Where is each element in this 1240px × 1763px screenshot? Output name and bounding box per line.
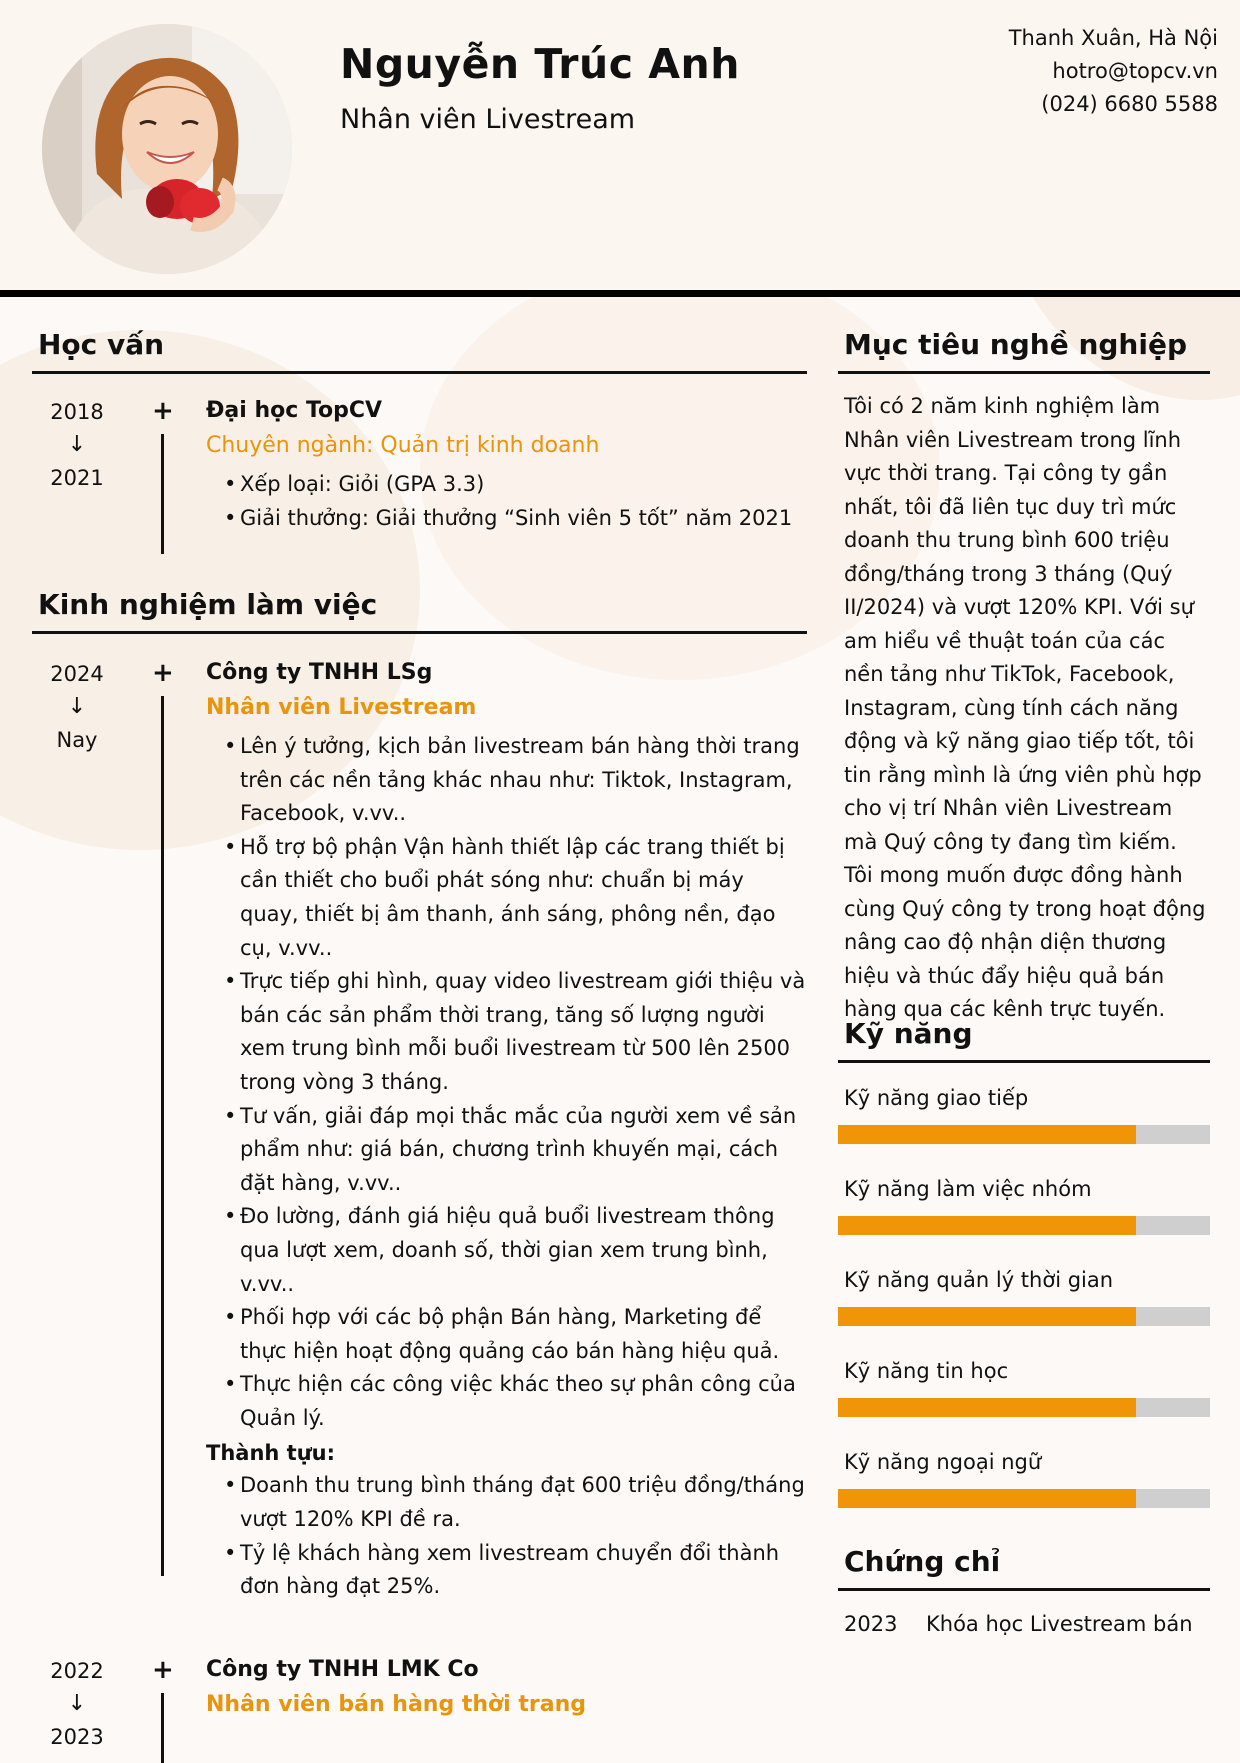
cv-header — [0, 0, 1240, 297]
list-item: • Tỷ lệ khách hàng xem livestream chuyển đổi thành đơn hàng đạt 25%. — [224, 1537, 806, 1604]
list-item: • Tư vấn, giải đáp mọi thắc mắc của người xem về sản phẩm như: giá bán, chương trình khuyến mại, cách đặt hàng, v.vv.. — [224, 1100, 806, 1201]
experience-bullets — [206, 730, 806, 1435]
skill-name: Kỹ năng giao tiếp — [844, 1086, 1029, 1110]
skill-item — [838, 1356, 1210, 1447]
avatar-illustration — [42, 24, 292, 274]
arrow-down-icon: ↓ — [67, 432, 87, 457]
timeline-line — [161, 1693, 164, 1763]
skill-bar — [838, 1216, 1210, 1235]
list-item: • Trực tiếp ghi hình, quay video livestream giới thiệu và bán các sản phẩm thời trang, tăng số lượng người xem trung bình mỗi buổi livestream từ 500 lên 2500 trong vòng 3 tháng. — [224, 965, 806, 1099]
experience-end-year: 2023 — [50, 1725, 104, 1749]
skill-name: Kỹ năng ngoại ngữ — [844, 1450, 1042, 1474]
timeline-line — [161, 696, 164, 1576]
skills-divider — [838, 1060, 1210, 1063]
experience-start-year: 2024 — [50, 662, 104, 686]
candidate-name: Nguyễn Trúc Anh — [340, 40, 740, 88]
experience-years — [32, 1653, 122, 1755]
education-years — [32, 394, 122, 496]
skill-bar — [838, 1307, 1210, 1326]
skill-name: Kỹ năng làm việc nhóm — [844, 1177, 1092, 1201]
skill-bar — [838, 1125, 1210, 1144]
skill-bar-fill — [838, 1489, 1136, 1508]
education-bullets — [206, 468, 806, 535]
skill-list — [838, 1083, 1210, 1538]
experience-heading: Kinh nghiệm làm việc — [38, 588, 378, 621]
education-entry — [32, 394, 807, 564]
skill-item — [838, 1174, 1210, 1265]
experience-start-year: 2022 — [50, 1659, 104, 1683]
skill-item — [838, 1447, 1210, 1538]
job-role: Nhân viên Livestream — [206, 695, 477, 720]
list-item: • Xếp loại: Giỏi (GPA 3.3) — [224, 468, 806, 502]
list-item: • Đo lường, đánh giá hiệu quả buổi livestream thông qua lượt xem, doanh số, thời gian xem trung bình, v.vv.. — [224, 1200, 806, 1301]
objective-section — [838, 328, 1210, 1027]
skills-section — [838, 1017, 1210, 1538]
experience-end-year: Nay — [56, 728, 98, 752]
arrow-down-icon: ↓ — [67, 1691, 87, 1716]
candidate-job-title: Nhân viên Livestream — [340, 104, 636, 135]
experience-content — [206, 1653, 806, 1723]
objective-heading: Mục tiêu nghề nghiệp — [844, 328, 1187, 361]
experience-divider — [32, 631, 807, 634]
school-name: Đại học TopCV — [206, 398, 383, 423]
profile-photo — [42, 24, 292, 274]
experience-years — [32, 656, 122, 758]
certificate-year: 2023 — [844, 1612, 898, 1636]
skill-name: Kỹ năng tin học — [844, 1359, 1009, 1383]
plus-icon: + — [152, 658, 174, 688]
plus-icon: + — [152, 1655, 174, 1685]
education-end-year: 2021 — [50, 466, 104, 490]
contact-email[interactable]: hotro@topcv.vn — [1052, 59, 1218, 83]
certificates-section — [838, 1545, 1210, 1639]
list-item: • Lên ý tưởng, kịch bản livestream bán hàng thời trang trên các nền tảng khác nhau như: Tiktok, Instagram, Facebook, v.vv.. — [224, 730, 806, 831]
list-item: • Giải thưởng: Giải thưởng “Sinh viên 5 tốt” năm 2021 — [224, 502, 806, 536]
skills-heading: Kỹ năng — [844, 1017, 973, 1050]
achievements-heading: Thành tựu: — [206, 1441, 335, 1466]
education-start-year: 2018 — [50, 400, 104, 424]
education-heading: Học vấn — [38, 328, 165, 361]
skill-bar — [838, 1398, 1210, 1417]
list-item: • Thực hiện các công việc khác theo sự phân công của Quản lý. — [224, 1368, 806, 1435]
objective-text: Tôi có 2 năm kinh nghiệm làm Nhân viên Livestream trong lĩnh vực thời trang. Tại công ty gần nhất, tôi đã liên tục duy trì mức doanh thu trung bình 600 triệu đồng/tháng trong 3 tháng (Quý II/2024) và vượt 120% KPI. Với sự am hiểu về thuật toán của các nền tảng như TikTok, Facebook, Instagram, cùng tính cách năng động và kỹ năng giao tiếp tốt, tôi tin rằng mình là ứng viên phù hợp cho vị trí Nhân viên Livestream mà Quý công ty đang tìm kiếm. Tôi mong muốn được đồng hành cùng Quý công ty trong hoạt động nâng cao độ nhận diện thương hiệu và thúc đẩy hiệu quả bán hàng qua các kênh trực tuyến. — [844, 394, 1206, 1021]
certificates-divider — [838, 1588, 1210, 1591]
certificates-heading: Chứng chỉ — [844, 1545, 1001, 1578]
certificate-name: Khóa học Livestream bán — [926, 1612, 1193, 1636]
list-item: • Hỗ trợ bộ phận Vận hành thiết lập các trang thiết bị cần thiết cho buổi phát sóng như: chuẩn bị máy quay, thiết bị âm thanh, ánh sáng, phông nền, đạo cụ, v.vv.. — [224, 831, 806, 965]
skill-bar — [838, 1489, 1210, 1508]
skill-name: Kỹ năng quản lý thời gian — [844, 1268, 1114, 1292]
skill-bar-fill — [838, 1398, 1136, 1417]
list-item: • Phối hợp với các bộ phận Bán hàng, Marketing để thực hiện hoạt động quảng cáo bán hàng hiệu quả. — [224, 1301, 806, 1368]
skill-bar-fill — [838, 1307, 1136, 1326]
education-divider — [32, 371, 807, 374]
list-item: • Doanh thu trung bình tháng đạt 600 triệu đồng/tháng vượt 120% KPI đề ra. — [224, 1469, 806, 1536]
objective-divider — [838, 371, 1210, 374]
education-content — [206, 394, 806, 535]
skill-item — [838, 1265, 1210, 1356]
experience-content — [206, 656, 806, 1604]
company-name: Công ty TNHH LSg — [206, 660, 433, 685]
education-major: Chuyên ngành: Quản trị kinh doanh — [206, 433, 600, 458]
skill-bar-fill — [838, 1216, 1136, 1235]
company-name: Công ty TNHH LMK Co — [206, 1657, 479, 1682]
experience-section — [32, 588, 807, 634]
experience-entry — [32, 656, 807, 1616]
plus-icon: + — [152, 396, 174, 426]
achievements-bullets — [206, 1469, 806, 1603]
skill-item — [838, 1083, 1210, 1174]
arrow-down-icon: ↓ — [67, 694, 87, 719]
job-role: Nhân viên bán hàng thời trang — [206, 1692, 586, 1717]
education-section — [32, 328, 807, 374]
skill-bar-fill — [838, 1125, 1136, 1144]
timeline-line — [161, 434, 164, 554]
contact-phone: (024) 6680 5588 — [1041, 92, 1218, 116]
contact-address: Thanh Xuân, Hà Nội — [1008, 26, 1218, 50]
certificate-item — [838, 1609, 1210, 1639]
contact-info — [1009, 22, 1218, 121]
experience-entry — [32, 1653, 807, 1753]
